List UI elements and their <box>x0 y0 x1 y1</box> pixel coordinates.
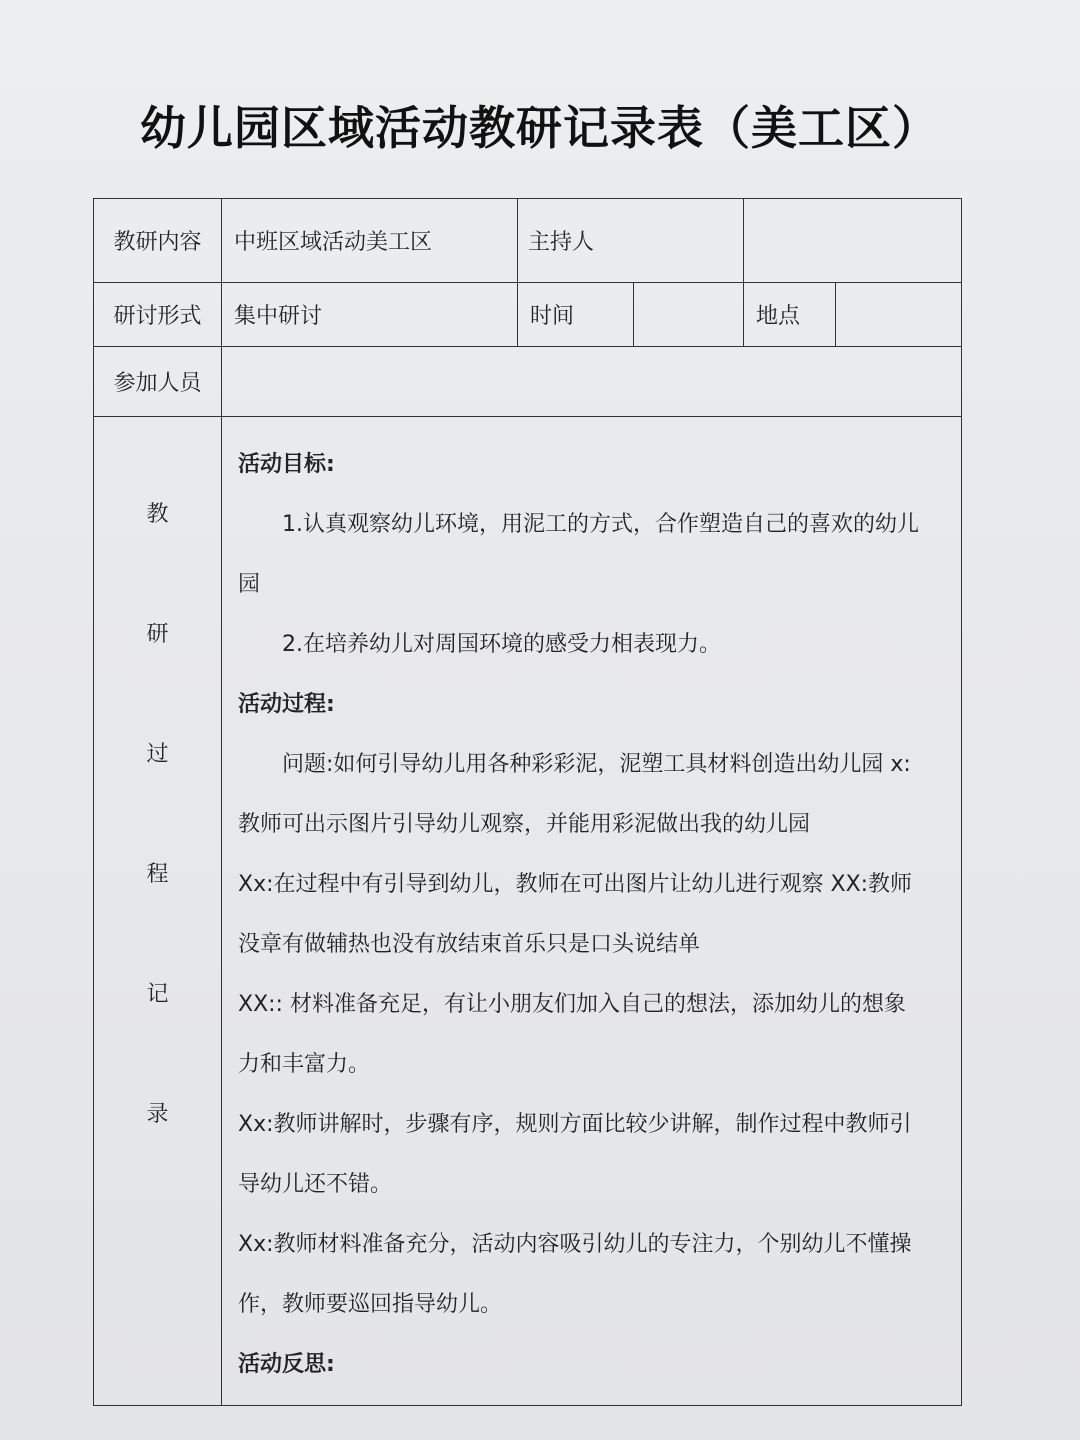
process-line: 力和丰富力。 <box>238 1052 371 1077</box>
process-line: 作，教师要巡回指导幼儿。 <box>238 1292 503 1317</box>
row-content <box>94 199 962 283</box>
process-line: Xx:教师讲解时，步骤有序，规则方面比较少讲解，制作过程中教师引 <box>238 1112 912 1137</box>
host-label: 主持人 <box>518 199 744 283</box>
goal-item-continued: 园 <box>238 572 261 597</box>
vertical-char: 记 <box>146 982 169 1007</box>
process-line: Xx:在过程中有引导到幼儿，教师在可出图片让幼儿进行观察 XX:教师 <box>238 872 913 897</box>
process-line: XX:: 材料准备充足，有让小朋友们加入自己的想法，添加幼儿的想象 <box>238 992 906 1017</box>
goal-heading: 活动目标: <box>238 452 335 477</box>
time-value <box>634 283 744 347</box>
process-line: 导幼儿还不错。 <box>238 1172 393 1197</box>
row-form <box>94 283 962 347</box>
time-label: 时间 <box>518 283 634 347</box>
process-vertical-label <box>94 417 222 1406</box>
vertical-char: 教 <box>146 502 169 527</box>
process-line: Xx:教师材料准备充分，活动内容吸引幼儿的专注力，个别幼儿不懂操 <box>238 1232 912 1257</box>
goal-item: 1.认真观察幼儿环境，用泥工的方式，合作塑造自己的喜欢的幼儿 <box>282 512 919 537</box>
content-value: 中班区域活动美工区 <box>222 199 518 283</box>
vertical-char: 录 <box>146 1102 169 1127</box>
process-heading: 活动过程: <box>238 692 335 717</box>
vertical-char: 研 <box>146 622 169 647</box>
participants-value <box>222 347 962 417</box>
page-title: 幼儿园区域活动教研记录表（美工区） <box>140 101 939 155</box>
content-label: 教研内容 <box>94 199 222 283</box>
form-label: 研讨形式 <box>94 283 222 347</box>
row-process <box>94 417 962 1406</box>
reflection-heading: 活动反思: <box>238 1352 335 1377</box>
process-line: 教师可出示图片引导幼儿观察，并能用彩泥做出我的幼儿园 <box>238 812 811 837</box>
goal-item: 2.在培养幼儿对周国环境的感受力相表现力。 <box>282 632 721 657</box>
vertical-char: 程 <box>146 862 169 887</box>
record-table <box>93 198 962 1406</box>
form-value: 集中研讨 <box>222 283 518 347</box>
vertical-char: 过 <box>146 742 169 767</box>
row-participants <box>94 347 962 417</box>
host-value <box>744 199 962 283</box>
process-content <box>222 417 962 1406</box>
process-line: 没章有做辅热也没有放结束首乐只是口头说结单 <box>238 932 701 957</box>
place-label: 地点 <box>744 283 836 347</box>
participants-label: 参加人员 <box>94 347 222 417</box>
place-value <box>836 283 962 347</box>
process-line: 问题:如何引导幼儿用各种彩彩泥，泥塑工具材料创造出幼儿园 x: <box>282 752 911 777</box>
